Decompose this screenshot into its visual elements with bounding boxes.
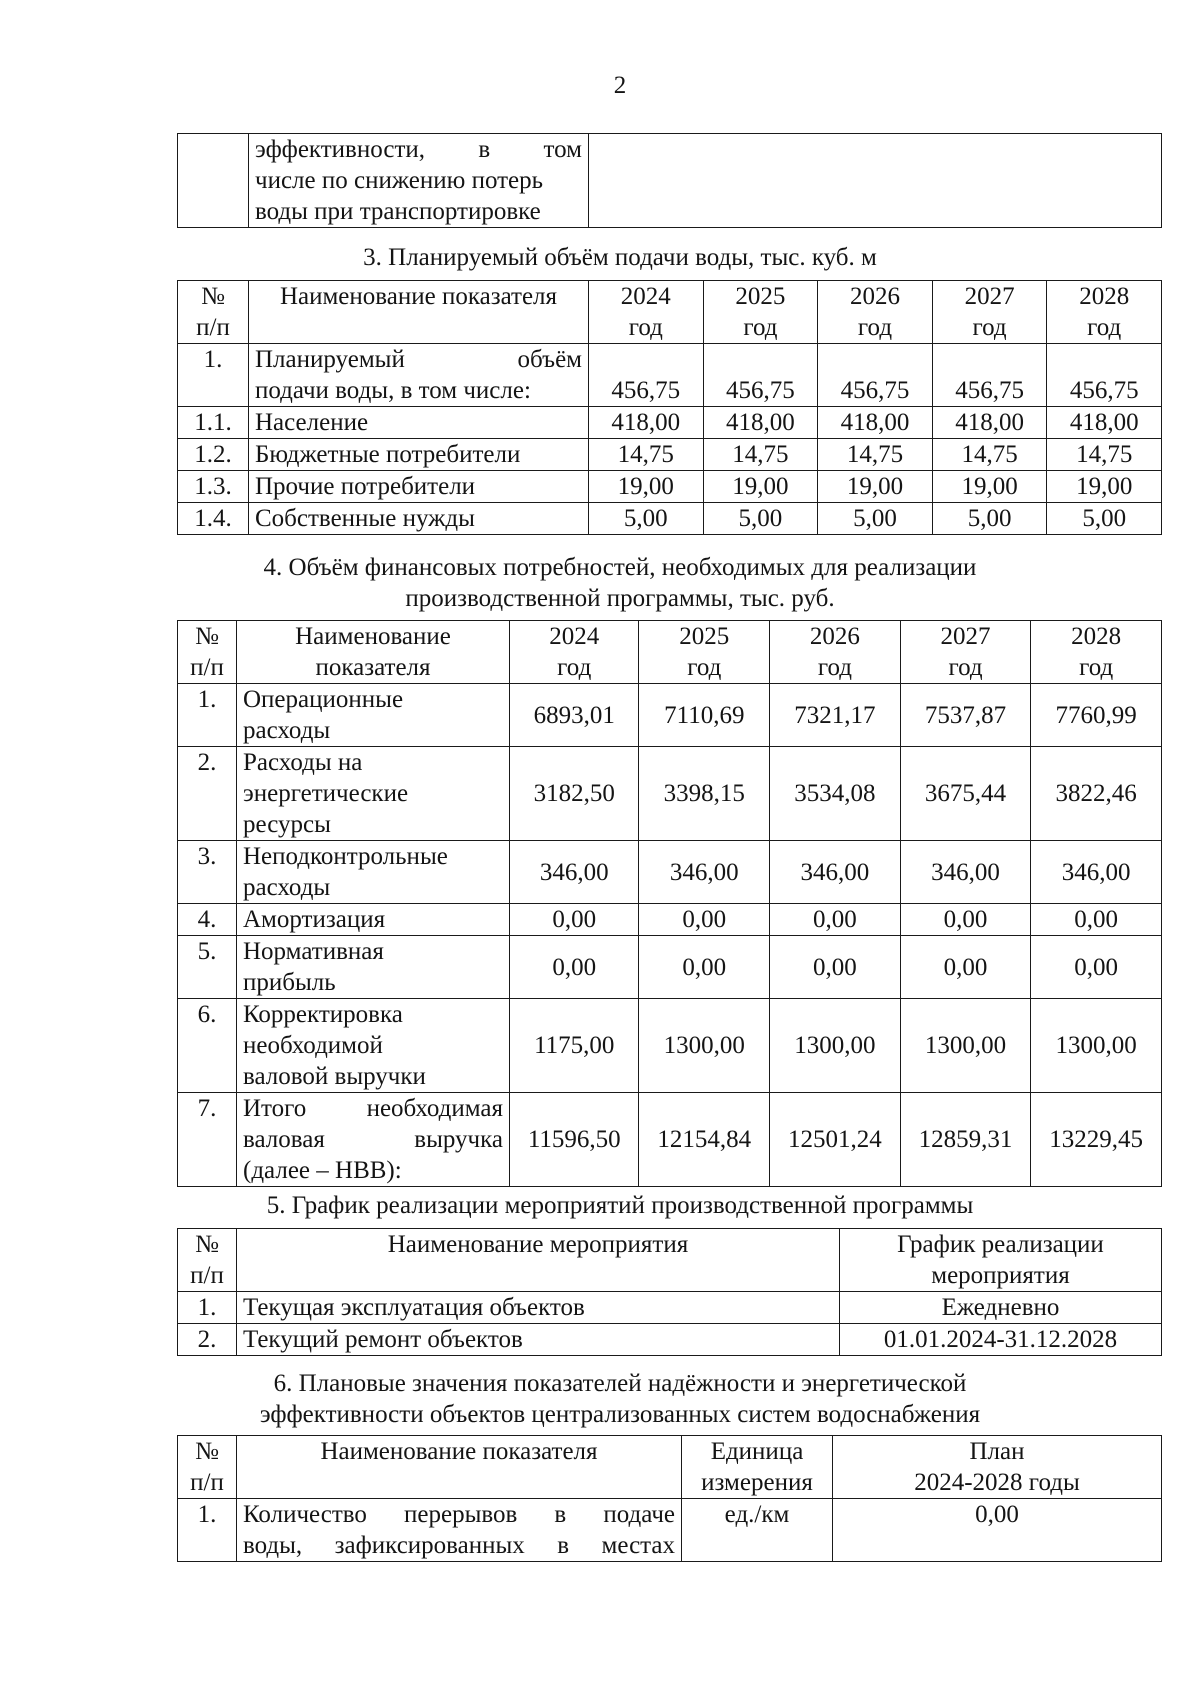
name-header bbox=[237, 621, 510, 684]
value-cell: 346,00 bbox=[770, 841, 901, 904]
text-line: ресурсы bbox=[243, 811, 331, 838]
value-cell: 5,00 bbox=[932, 503, 1047, 535]
year-unit: год bbox=[557, 654, 592, 681]
title-line: эффективности объектов централизованных систем водоснабжения bbox=[259, 1401, 981, 1428]
name-cell: Текущая эксплуатация объектов bbox=[237, 1292, 840, 1324]
text-line: Операционные bbox=[243, 686, 404, 713]
year-header bbox=[770, 621, 901, 684]
value-cell: 3398,15 bbox=[639, 747, 770, 841]
year: 2026 bbox=[849, 283, 900, 310]
name-cell bbox=[249, 134, 589, 228]
schedule-cell: Ежедневно bbox=[840, 1292, 1162, 1324]
value-cell: 19,00 bbox=[932, 471, 1047, 503]
value-cell: 418,00 bbox=[703, 407, 818, 439]
year: 2027 bbox=[964, 283, 1015, 310]
table-header-row bbox=[178, 1436, 1162, 1499]
value-cell bbox=[589, 134, 1162, 228]
num-cell: 1.4. bbox=[178, 503, 249, 535]
table-row bbox=[178, 503, 1162, 535]
value-cell: 0,00 bbox=[770, 936, 901, 999]
plan-header bbox=[833, 1436, 1162, 1499]
value-cell: 346,00 bbox=[900, 841, 1031, 904]
num-cell: 1.1. bbox=[178, 407, 249, 439]
num-abbr: п/п bbox=[190, 1469, 224, 1496]
value-cell: 0,00 bbox=[770, 904, 901, 936]
text-line: прибыль bbox=[243, 969, 336, 996]
name-cell: Текущий ремонт объектов bbox=[237, 1324, 840, 1356]
text-line: Неподконтрольные bbox=[243, 843, 448, 870]
value-cell: 7321,17 bbox=[770, 684, 901, 747]
value-cell: 14,75 bbox=[1047, 439, 1162, 471]
value-cell: 7110,69 bbox=[639, 684, 770, 747]
name-header: Наименование мероприятия bbox=[237, 1229, 840, 1292]
name-cell bbox=[249, 344, 589, 407]
name-cell: Бюджетные потребители bbox=[249, 439, 589, 471]
value-cell: 19,00 bbox=[1047, 471, 1162, 503]
num-cell: 5. bbox=[178, 936, 237, 999]
name-cell bbox=[237, 999, 510, 1093]
num-cell: 4. bbox=[178, 904, 237, 936]
num-cell: 6. bbox=[178, 999, 237, 1093]
num-sign: № bbox=[195, 1231, 219, 1258]
table-row bbox=[178, 841, 1162, 904]
title-line: 6. Плановые значения показателей надёжности и энергетической bbox=[273, 1370, 967, 1397]
value-cell: 3182,50 bbox=[510, 747, 639, 841]
year: 2024 bbox=[620, 283, 671, 310]
section-5-title: 5. График реализации мероприятий производственной программы bbox=[266, 1192, 974, 1219]
text-line: Нормативная bbox=[243, 938, 384, 965]
table-row bbox=[178, 1499, 1162, 1562]
table-row bbox=[178, 344, 1162, 407]
text-line: Планируемый объём bbox=[255, 346, 582, 373]
text-line: расходы bbox=[243, 874, 331, 901]
year-header bbox=[900, 621, 1031, 684]
value-cell: 418,00 bbox=[1047, 407, 1162, 439]
num-cell: 1.3. bbox=[178, 471, 249, 503]
text-line: подачи воды, в том числе: bbox=[255, 377, 531, 404]
value-cell: 3534,08 bbox=[770, 747, 901, 841]
value-cell: 0,00 bbox=[900, 904, 1031, 936]
text-line: энергетические bbox=[243, 780, 409, 807]
year-header bbox=[932, 281, 1047, 344]
value-cell: 1300,00 bbox=[639, 999, 770, 1093]
num-sign: № bbox=[195, 623, 219, 650]
value-cell: 456,75 bbox=[932, 344, 1047, 407]
value-cell: 1300,00 bbox=[900, 999, 1031, 1093]
value-cell: 5,00 bbox=[589, 503, 704, 535]
schedule-table bbox=[177, 1228, 1162, 1356]
table-row bbox=[178, 439, 1162, 471]
value-cell: 0,00 bbox=[900, 936, 1031, 999]
name-header: Наименование показателя bbox=[249, 281, 589, 344]
year-header bbox=[510, 621, 639, 684]
num-cell: 3. bbox=[178, 841, 237, 904]
num-header bbox=[178, 1229, 237, 1292]
value-cell: 14,75 bbox=[818, 439, 933, 471]
year-header bbox=[589, 281, 704, 344]
table-row bbox=[178, 1292, 1162, 1324]
value-cell: 14,75 bbox=[703, 439, 818, 471]
section-6-title bbox=[0, 1368, 1200, 1430]
text-line: необходимой bbox=[243, 1032, 383, 1059]
name-cell bbox=[237, 841, 510, 904]
num-header bbox=[178, 281, 249, 344]
value-cell: 346,00 bbox=[510, 841, 639, 904]
name-cell bbox=[237, 747, 510, 841]
table-row bbox=[178, 999, 1162, 1093]
num-abbr: п/п bbox=[190, 654, 224, 681]
num-sign: № bbox=[195, 1438, 219, 1465]
text-line: числе по снижению потерь bbox=[255, 167, 544, 194]
unit-cell: ед./км bbox=[682, 1499, 833, 1562]
text-line: Количество перерывов в подаче bbox=[243, 1501, 675, 1528]
header-line: 2024-2028 годы bbox=[914, 1469, 1080, 1496]
table-row bbox=[178, 1093, 1162, 1187]
num-cell: 1. bbox=[178, 684, 237, 747]
header-line: Наименование bbox=[295, 623, 451, 650]
page-number: 2 bbox=[613, 72, 627, 99]
value-cell: 0,00 bbox=[510, 936, 639, 999]
value-cell: 12501,24 bbox=[770, 1093, 901, 1187]
name-cell bbox=[237, 936, 510, 999]
year-unit: год bbox=[1079, 654, 1114, 681]
num-cell bbox=[178, 134, 249, 228]
value-cell: 3822,46 bbox=[1031, 747, 1162, 841]
text-line: воды при транспортировке bbox=[255, 198, 541, 225]
value-cell: 12859,31 bbox=[900, 1093, 1031, 1187]
value-cell: 0,00 bbox=[639, 904, 770, 936]
table-row bbox=[178, 471, 1162, 503]
num-cell: 1. bbox=[178, 344, 249, 407]
text-line: Корректировка bbox=[243, 1001, 403, 1028]
name-cell: Население bbox=[249, 407, 589, 439]
table-header-row bbox=[178, 621, 1162, 684]
value-cell: 456,75 bbox=[589, 344, 704, 407]
table-row bbox=[178, 747, 1162, 841]
num-abbr: п/п bbox=[190, 1262, 224, 1289]
name-cell bbox=[237, 1093, 510, 1187]
year: 2024 bbox=[549, 623, 600, 650]
text-line: (далее – НВВ): bbox=[243, 1157, 402, 1184]
unit-header bbox=[682, 1436, 833, 1499]
header-line: измерения bbox=[701, 1469, 813, 1496]
year-unit: год bbox=[743, 314, 778, 341]
year-header bbox=[703, 281, 818, 344]
year: 2025 bbox=[735, 283, 786, 310]
num-cell: 7. bbox=[178, 1093, 237, 1187]
year-unit: год bbox=[972, 314, 1007, 341]
text-line: Итого необходимая bbox=[243, 1095, 503, 1122]
value-cell: 7537,87 bbox=[900, 684, 1031, 747]
year-unit: год bbox=[857, 314, 893, 341]
value-cell: 13229,45 bbox=[1031, 1093, 1162, 1187]
table-row bbox=[178, 936, 1162, 999]
name-cell: Собственные нужды bbox=[249, 503, 589, 535]
value-cell: 14,75 bbox=[932, 439, 1047, 471]
year: 2028 bbox=[1079, 283, 1130, 310]
value-cell: 418,00 bbox=[589, 407, 704, 439]
name-cell bbox=[237, 1499, 682, 1562]
title-line: 4. Объём финансовых потребностей, необходимых для реализации bbox=[263, 554, 977, 581]
value-cell: 19,00 bbox=[818, 471, 933, 503]
header-line: показателя bbox=[315, 654, 431, 681]
reliability-table bbox=[177, 1435, 1162, 1562]
plan-cell: 0,00 bbox=[833, 1499, 1162, 1562]
name-cell bbox=[237, 684, 510, 747]
value-cell: 19,00 bbox=[703, 471, 818, 503]
table-row bbox=[178, 684, 1162, 747]
value-cell: 346,00 bbox=[1031, 841, 1162, 904]
name-cell: Прочие потребители bbox=[249, 471, 589, 503]
value-cell: 5,00 bbox=[1047, 503, 1162, 535]
year-unit: год bbox=[948, 654, 983, 681]
year-header bbox=[639, 621, 770, 684]
table-row bbox=[178, 134, 1162, 228]
num-abbr: п/п bbox=[196, 314, 230, 341]
num-cell: 1. bbox=[178, 1292, 237, 1324]
table-header-row bbox=[178, 1229, 1162, 1292]
header-line: График реализации bbox=[897, 1231, 1104, 1258]
title-line: производственной программы, тыс. руб. bbox=[405, 585, 835, 612]
header-line: План bbox=[969, 1438, 1025, 1465]
num-cell: 1. bbox=[178, 1499, 237, 1562]
value-cell: 7760,99 bbox=[1031, 684, 1162, 747]
year-unit: год bbox=[628, 314, 663, 341]
year: 2028 bbox=[1071, 623, 1122, 650]
section-4-title bbox=[0, 552, 1200, 614]
value-cell: 0,00 bbox=[1031, 936, 1162, 999]
year-header bbox=[1047, 281, 1162, 344]
text-line: валовая выручка bbox=[243, 1126, 503, 1153]
table-header-row bbox=[178, 281, 1162, 344]
header-line: мероприятия bbox=[931, 1262, 1070, 1289]
name-header: Наименование показателя bbox=[237, 1436, 682, 1499]
value-cell: 0,00 bbox=[1031, 904, 1162, 936]
num-sign: № bbox=[201, 283, 225, 310]
schedule-header bbox=[840, 1229, 1162, 1292]
value-cell: 5,00 bbox=[703, 503, 818, 535]
value-cell: 6893,01 bbox=[510, 684, 639, 747]
name-cell: Амортизация bbox=[237, 904, 510, 936]
value-cell: 0,00 bbox=[639, 936, 770, 999]
year-unit: год bbox=[1087, 314, 1122, 341]
value-cell: 0,00 bbox=[510, 904, 639, 936]
table-row bbox=[178, 1324, 1162, 1356]
table-row bbox=[178, 904, 1162, 936]
value-cell: 418,00 bbox=[818, 407, 933, 439]
value-cell: 456,75 bbox=[818, 344, 933, 407]
value-cell: 1300,00 bbox=[1031, 999, 1162, 1093]
value-cell: 1175,00 bbox=[510, 999, 639, 1093]
year: 2026 bbox=[809, 623, 860, 650]
num-header bbox=[178, 1436, 237, 1499]
financial-needs-table bbox=[177, 620, 1162, 1187]
year-header bbox=[1031, 621, 1162, 684]
schedule-cell: 01.01.2024-31.12.2028 bbox=[840, 1324, 1162, 1356]
value-cell: 346,00 bbox=[639, 841, 770, 904]
table-row bbox=[178, 407, 1162, 439]
value-cell: 5,00 bbox=[818, 503, 933, 535]
value-cell: 11596,50 bbox=[510, 1093, 639, 1187]
text-line: эффективности, в том bbox=[255, 136, 582, 163]
value-cell: 1300,00 bbox=[770, 999, 901, 1093]
value-cell: 3675,44 bbox=[900, 747, 1031, 841]
continuation-table bbox=[177, 133, 1162, 228]
section-3-title: 3. Планируемый объём подачи воды, тыс. куб. м bbox=[363, 244, 877, 271]
header-line: Единица bbox=[710, 1438, 804, 1465]
num-header bbox=[178, 621, 237, 684]
num-cell: 2. bbox=[178, 1324, 237, 1356]
num-cell: 2. bbox=[178, 747, 237, 841]
year-unit: год bbox=[817, 654, 852, 681]
value-cell: 418,00 bbox=[932, 407, 1047, 439]
text-line: воды, зафиксированных в местах bbox=[243, 1532, 675, 1559]
num-cell: 1.2. bbox=[178, 439, 249, 471]
value-cell: 19,00 bbox=[589, 471, 704, 503]
value-cell: 456,75 bbox=[1047, 344, 1162, 407]
year-unit: год bbox=[687, 654, 722, 681]
text-line: валовой выручки bbox=[243, 1063, 426, 1090]
text-line: Расходы на bbox=[243, 749, 363, 776]
text-line: расходы bbox=[243, 717, 331, 744]
value-cell: 12154,84 bbox=[639, 1093, 770, 1187]
value-cell: 456,75 bbox=[703, 344, 818, 407]
year: 2027 bbox=[940, 623, 991, 650]
value-cell: 14,75 bbox=[589, 439, 704, 471]
year: 2025 bbox=[679, 623, 730, 650]
water-volume-table bbox=[177, 280, 1162, 535]
year-header bbox=[818, 281, 933, 344]
